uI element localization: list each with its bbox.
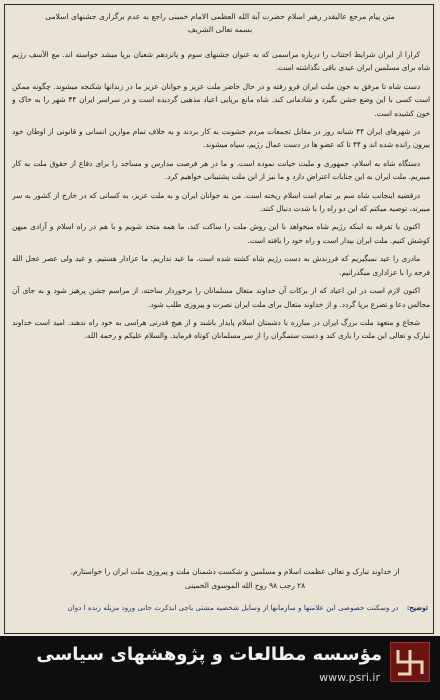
paragraph: اکنون با تفرقه به اینکه رژیم شاه میخواهد با این روش ملت را ساکت کند، ما همه متحد شویم و با هم در راه اسلام و آزادی میهن کوشش کنیم. ملت ایران بیدار است و راه خود را یافته است. xyxy=(12,222,430,245)
paragraph: اکنون لازم است در این اعیاد که از برکات آن خداوند متعال مسلمانان را برخوردار ساخته، از مراسم جشن پرهیز شود و به جای آن مجالس دعا و تضرع برپا گردد. و از خداوند متعال برای ملت ایران نصرت و پیروزی طلب شود. xyxy=(12,286,430,309)
date-signature: ۲۸ رجب ۹۸ روح الله الموسوی الخمینی xyxy=(184,581,306,590)
document-body xyxy=(12,48,430,588)
footnote-text: در وسکنت خصوصی این علامتها و سازمانها از وسایل شخصیه مشتی یاجی ایذکرت حانی ورود مزیله زنده ا دوان xyxy=(67,603,399,612)
paragraph: شجاع و متعهد ملت بزرگ ایران در مبارزه با دشمنان اسلام پایدار باشند و از هیچ قدرتی هراسی به خود راه ندهند. امید است خداوند تبارک و تعالی این ملت را یاری کند و دست ستمگران را از سر مسلمانان کوتاه فرماید. والسلام علیکم و رحمة الله. xyxy=(12,317,430,341)
institute-name: مؤسسه مطالعات و پژوهشهای سیاسی xyxy=(36,644,382,665)
institute-url[interactable]: www.psri.ir xyxy=(319,671,380,684)
paragraph: دست شاه تا مرفق به خون ملت ایران فرو رفته و در حال حاضر ملت عزیز و جوانان عزیز ما در زندانها شکنجه میشوند. چگونه ممکن است کسی با این وضع جشن بگیرد و شادمانی کند. شاه مانع برپایی اعیاد مذهبی گردیده است و در سراسر ایران ۴۴ شهر را به خاک و خون کشیده است. xyxy=(12,81,430,118)
paragraph: دستگاه شاه به اسلام، جمهوری و ملیت خیانت نموده است. و ما در هر فرصت مدارس و مساجد را برای دفاع از حقوق ملت به کار میبریم. ملت ایران به این جنایات اعتراض دارد و ما نیز از این ملت پشتیبانی خواهیم کرد. xyxy=(12,158,430,182)
header-line-1: متن پیام مرجع عالیقدر رهبر اسلام حضرت آیة الله العظمی الامام خمینی راجع به عدم برگزاری جشنهای اسلامی xyxy=(45,12,395,21)
footnote xyxy=(10,603,428,612)
header-line-2: بسمه تعالی الشریف xyxy=(187,25,253,34)
paragraph: درقضیه اینجانب شاه سم بر تمام امت اسلام ریخته است. من به جوانان ایران و به ملت عزیز، به کسانی که در خارج از کشور به سر میبرند، توصیه میکنم که این دو راه را با شدت دنبال کنند. xyxy=(12,190,430,214)
institute-logo-icon xyxy=(390,642,430,682)
footnote-label: توضیح: xyxy=(406,603,428,612)
document-header xyxy=(8,10,432,36)
paragraph: مادری را عید نمیگیریم که فرزندش به دست رژیم شاه کشته شده است. ما عید نداریم. ما عزادار هستیم. و عید ولی عصر عجل الله فرجه را با عزاداری میگذرانیم. xyxy=(12,254,430,277)
closing-line: از خداوند تبارک و تعالی عظمت اسلام و مسلمین و شکست دشمنان ملت و پیروزی ملت ایران را خواستارم. xyxy=(70,567,400,576)
paragraph: کرارا از ایران شرایط اجتناب را درباره مراسمی که به عنوان جشنهای سوم و پانزدهم شعبان برپا میشد خواسته اند. مع الأسف رژیم شاه برای مسلمین ایران عیدی باقی نگذاشته است. xyxy=(12,50,430,73)
paragraph: در شهرهای ایران ۴۴ شبانه روز در مقابل تجمعات مردم خشونت به کار بردند و به خلاف تمام موازین انسانی و قانونی از اوطان خود بیرون رانده شده اند و ۴۴ تا که عضو ها در دست عمال رژیم، سپاه میشوند. xyxy=(12,127,430,150)
logo-emblem-icon xyxy=(395,647,425,677)
